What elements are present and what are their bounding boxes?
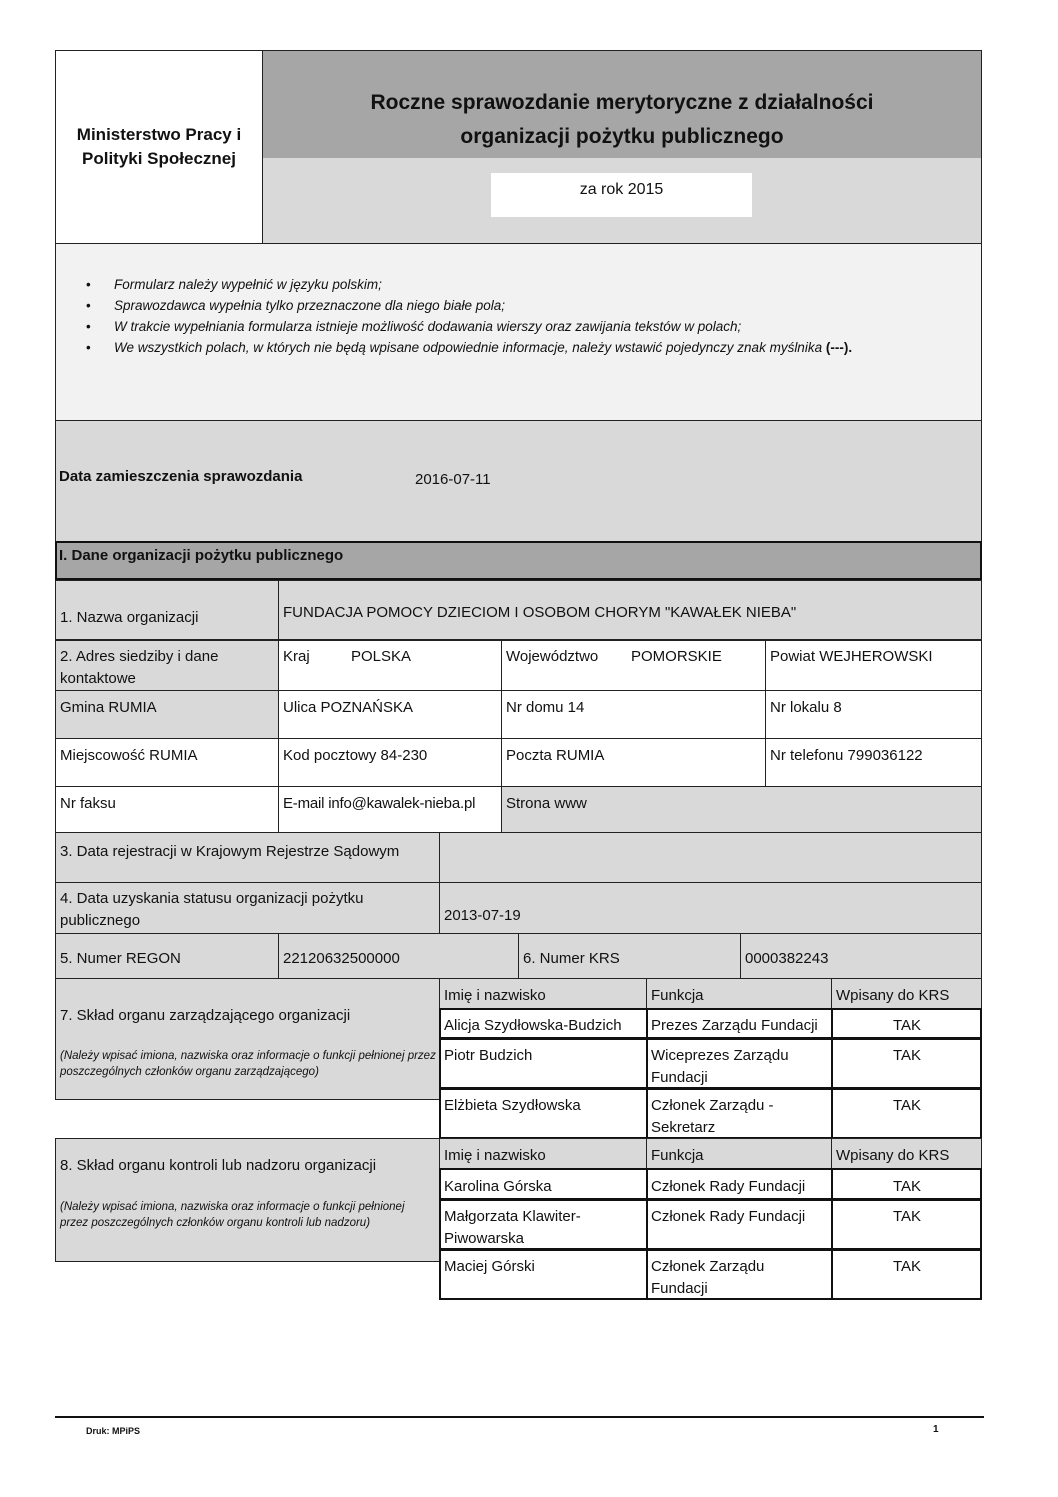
board-label: 7. Skład organu zarządzającego organizacji [60,1007,351,1024]
board-member-name[interactable]: Elżbieta Szydłowska [444,1097,581,1114]
instructions-list [86,274,852,358]
kod-value[interactable]: Kod pocztowy 84-230 [283,747,428,764]
instruction-item [86,337,852,358]
instruction-dash: (---). [825,340,853,355]
krs-label: 6. Numer KRS [523,950,620,967]
board-member-krs[interactable]: TAK [892,1097,922,1114]
supervision-member-function[interactable]: Członek Rady Fundacji [651,1208,806,1225]
supervision-member-krs[interactable]: TAK [892,1178,922,1195]
board-member-function[interactable]: Wiceprezes Zarządu Fundacji [651,1047,789,1086]
supervision-member-name[interactable]: Małgorzata Klawiter-Piwowarska [444,1208,581,1247]
board-member-function[interactable]: Prezes Zarządu Fundacji [651,1017,818,1034]
opp-value[interactable]: 2013-07-19 [444,907,521,924]
report-title-line1: Roczne sprawozdanie merytoryczne z działalności [370,91,874,114]
faks-label: Nr faksu [60,795,116,812]
year-field[interactable]: za rok 2015 [491,173,752,217]
board-note: (Należy wpisać imiona, nazwiska oraz informacje o funkcji pełnionej przez poszczególnych członków organu zarządzającego) [60,1050,436,1078]
wojewodztwo-value[interactable]: POMORSKIE [631,648,722,665]
board-col-function: Funkcja [651,987,704,1004]
supervision-member-name[interactable]: Maciej Górski [444,1258,535,1275]
supervision-member-name[interactable]: Karolina Górska [444,1178,552,1195]
powiat-value[interactable]: Powiat WEJHEROWSKI [770,648,933,665]
supervision-col-name: Imię i nazwisko [444,1147,546,1164]
instruction-item: • W trakcie wypełniania formularza istnieje możliwość dodawania wierszy oraz zawijania tekstów w polach; [86,316,852,337]
footer-rule [55,1416,984,1418]
board-member-function[interactable]: Członek Zarządu - Sekretarz [651,1097,774,1136]
regon-label: 5. Numer REGON [60,950,181,967]
supervision-member-krs[interactable]: TAK [892,1208,922,1225]
krs-date-value[interactable] [440,837,448,845]
board-member-name[interactable]: Alicja Szydłowska-Budzich [444,1017,622,1034]
email-value[interactable]: E-mail info@kawalek-nieba.pl [283,795,476,812]
supervision-col-krs: Wpisany do KRS [836,1147,950,1164]
supervision-member-krs[interactable]: TAK [892,1258,922,1275]
report-date-value[interactable]: 2016-07-11 [415,471,491,488]
org-name-label: 1. Nazwa organizacji [60,609,199,626]
supervision-label: 8. Skład organu kontroli lub nadzoru organizacji [60,1157,377,1174]
supervision-note: (Należy wpisać imiona, nazwiska oraz informacje o funkcji pełnionej przez poszczególnych członków organu kontroli lub nadzoru) [60,1201,405,1229]
supervision-col-function: Funkcja [651,1147,704,1164]
kraj-label: Kraj [283,648,310,665]
board-member-krs[interactable]: TAK [892,1017,922,1034]
wojewodztwo-label: Województwo [506,648,599,665]
nr-lokalu-value[interactable]: Nr lokalu 8 [770,699,842,716]
poczta-value[interactable]: Poczta RUMIA [506,747,605,764]
board-col-name: Imię i nazwisko [444,987,546,1004]
instruction-text: We wszystkich polach, w których nie będą wpisane odpowiednie informacje, należy wstawić pojedynczy znak myślnika [114,340,823,355]
board-member-name[interactable]: Piotr Budzich [444,1047,533,1064]
regon-value[interactable]: 22120632500000 [283,950,400,967]
supervision-member-function[interactable]: Członek Rady Fundacji [651,1178,806,1195]
board-member-krs[interactable]: TAK [892,1047,922,1064]
org-name-value[interactable]: FUNDACJA POMOCY DZIECIOM I OSOBOM CHORYM "KAWAŁEK NIEBA" [283,604,797,621]
nr-domu-value[interactable]: Nr domu 14 [506,699,585,716]
instruction-item: • Sprawozdawca wypełnia tylko przeznaczone dla niego białe pola; [86,295,852,316]
miejscowosc-value[interactable]: Miejscowość RUMIA [60,747,198,764]
board-col-krs: Wpisany do KRS [836,987,950,1004]
kraj-value[interactable]: POLSKA [351,648,412,665]
section-1-title: I. Dane organizacji pożytku publicznego [59,547,344,564]
footer-print-id: Druk: MPiPS [86,1426,141,1436]
krs-date-label: 3. Data rejestracji w Krajowym Rejestrze Sądowym [60,843,400,860]
gmina-value[interactable]: Gmina RUMIA [60,699,157,716]
ulica-value[interactable]: Ulica POZNAŃSKA [283,699,414,716]
opp-label: 4. Data uzyskania statusu organizacji pożytku publicznego [60,890,364,929]
www-label: Strona www [506,795,587,812]
report-title-line2: organizacji pożytku publicznego [460,125,784,148]
instruction-item: • Formularz należy wypełnić w języku polskim; [86,274,852,295]
krs-value[interactable]: 0000382243 [745,950,829,967]
address-label: 2. Adres siedziby i dane kontaktowe [60,648,219,687]
ministry-name: Ministerstwo Pracy i Polityki Społecznej [76,125,242,168]
report-date-label: Data zamieszczenia sprawozdania [59,468,303,485]
page-number: 1 [933,1424,939,1435]
supervision-member-function[interactable]: Członek Zarządu Fundacji [651,1258,765,1297]
telefon-value[interactable]: Nr telefonu 799036122 [770,747,923,764]
